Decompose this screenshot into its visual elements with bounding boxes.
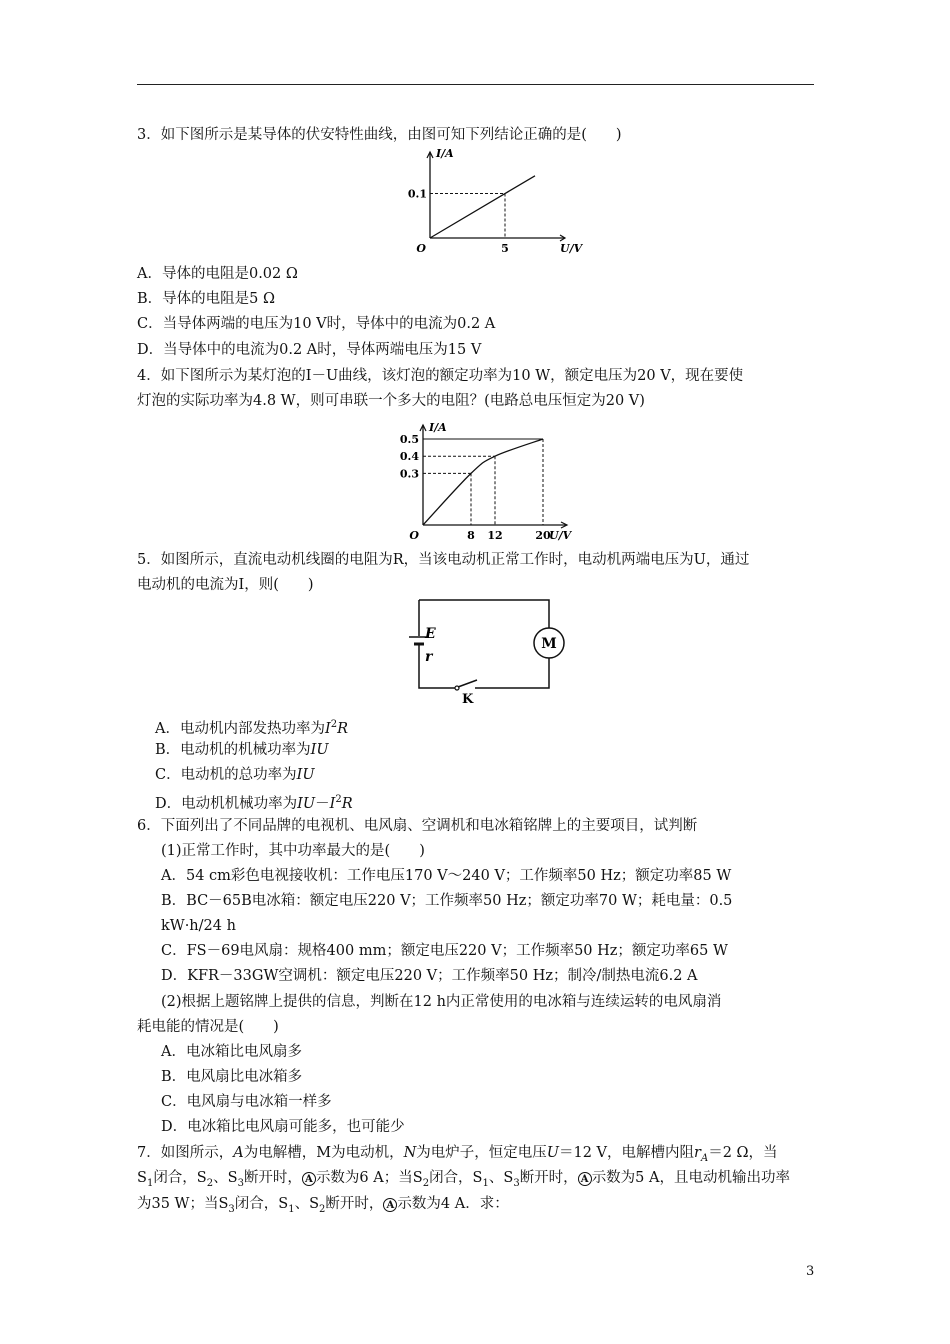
switch-blade [458,680,477,687]
q6-sub1-option-b-cont: kW·h/24 h [161,918,236,934]
x-axis-label: U/V [549,529,572,542]
x-tick-label: 8 [467,529,475,542]
q5-circuit-diagram [405,594,560,706]
q6-sub2-option-d: D．电冰箱比电风扇可能多，也可能少 [161,1119,405,1135]
q6-sub1-option-a: A．54 cm彩色电视接收机：工作电压170 V～240 V；工作频率50 Hz；额定功率85 W [161,868,732,884]
q4-stem-line1: 4．如下图所示为某灯泡的I－U曲线，该灯泡的额定功率为10 W，额定电压为20 V，现在要使 [137,368,744,384]
q7-line1: 7．如图所示，A为电解槽，M为电动机，N为电炉子，恒定电压U＝12 V，电解槽内阻$r_A=2$ Ω，当 [137,1145,778,1164]
origin-label: O [409,529,419,542]
switch-label: K [462,692,474,707]
q3-option-b: B．导体的电阻是5 Ω [137,291,276,307]
q6-sub1-option-d: D．KFR－33GW空调机：额定电压220 V；工作频率50 Hz；制冷/制热电流6.2 A [161,968,698,984]
x-axis-label: U/V [560,242,583,255]
q6-sub2-option-a: A．电冰箱比电风扇多 [161,1044,302,1060]
x-tick-label: 12 [487,529,503,542]
q4-stem-line2: 灯泡的实际功率为4.8 W，则可串联一个多大的电阻？(电路总电压恒定为20 V) [137,393,645,409]
q6-sub2-line2: 耗电能的情况是( ) [137,1019,279,1035]
q5-option-c: C．电动机的总功率为IU [155,767,315,783]
origin-label: O [416,242,426,255]
internal-resistance-label: r [425,649,433,665]
q6-sub1: (1)正常工作时，其中功率最大的是( ) [161,843,425,859]
emf-label: E [425,626,436,642]
q6-sub1-option-c: C．FS－69电风扇：规格400 mm；额定电压220 V；工作频率50 Hz；额定功率65 W [161,943,728,959]
q5-stem-line2: 电动机的电流为I，则( ) [137,577,314,593]
ammeter-icon: A [383,1198,397,1212]
y-tick-label: 0.4 [399,450,419,464]
q3-option-a: A．导体的电阻是0.02 Ω [137,266,298,282]
q3-option-d: D．当导体中的电流为0.2 A时，导体两端电压为15 V [137,342,482,358]
q6-sub2-option-c: C．电风扇与电冰箱一样多 [161,1094,332,1110]
ammeter-icon: A [302,1172,316,1186]
q3-option-c: C．当导体两端的电压为10 V时，导体中的电流为0.2 A [137,316,496,332]
iu-line-series [430,176,535,238]
q5-option-b: B．电动机的机械功率为IU [155,742,329,758]
q6-sub1-option-b: B．BC－65B电冰箱：额定电压220 V；工作频率50 Hz；额定功率70 W；耗电量：0.5 [161,893,733,909]
q4-iu-chart [395,413,575,543]
iu-curve-series [423,439,543,525]
q5-option-d: D．电动机机械功率为$IU-I^2R$ [155,794,353,812]
page-number: 3 [806,1264,815,1279]
q7-line2: $S_1$闭合，$S_2$、$S_3$断开时， A 示数为6 A；当$S_2$闭合，$S_1$、$S_3$断开时， A 示数为5 A，且电动机输出功率 [137,1170,790,1189]
circuit-wire [475,658,549,688]
y-tick-label: 0.1 [407,187,427,201]
q5-stem-line1: 5．如图所示，直流电动机线圈的电阻为R，当该电动机正常工作时，电动机两端电压为U，通过 [137,552,750,568]
y-tick-label: 0.5 [399,433,419,446]
q3-iu-chart [400,147,583,260]
header-rule [137,84,814,85]
circuit-wire [419,600,549,628]
y-axis-label: I/A [436,147,454,160]
x-tick-label: 20 [535,529,551,542]
motor-label: M [541,636,557,652]
y-tick-label: 0.3 [399,467,419,481]
ammeter-icon: A [578,1172,592,1186]
q3-stem: 3．如下图所示是某导体的伏安特性曲线，由图可知下列结论正确的是( ) [137,127,622,143]
q6-sub2-option-b: B．电风扇比电冰箱多 [161,1069,303,1085]
q6-sub2-line1: (2)根据上题铭牌上提供的信息，判断在12 h内正常使用的电冰箱与连续运转的电风扇消 [161,994,722,1010]
x-tick-label: 5 [501,242,509,255]
q6-stem: 6．下面列出了不同品牌的电视机、电风扇、空调机和电冰箱铭牌上的主要项目，试判断 [137,818,698,834]
y-axis-label: I/A [429,421,447,434]
q7-line3: 为35 W；当$S_3$闭合，$S_1$、$S_2$断开时， A 示数为4 A．求： [137,1196,509,1215]
q5-option-a: A．电动机内部发热功率为$I^2R$ [155,719,349,737]
